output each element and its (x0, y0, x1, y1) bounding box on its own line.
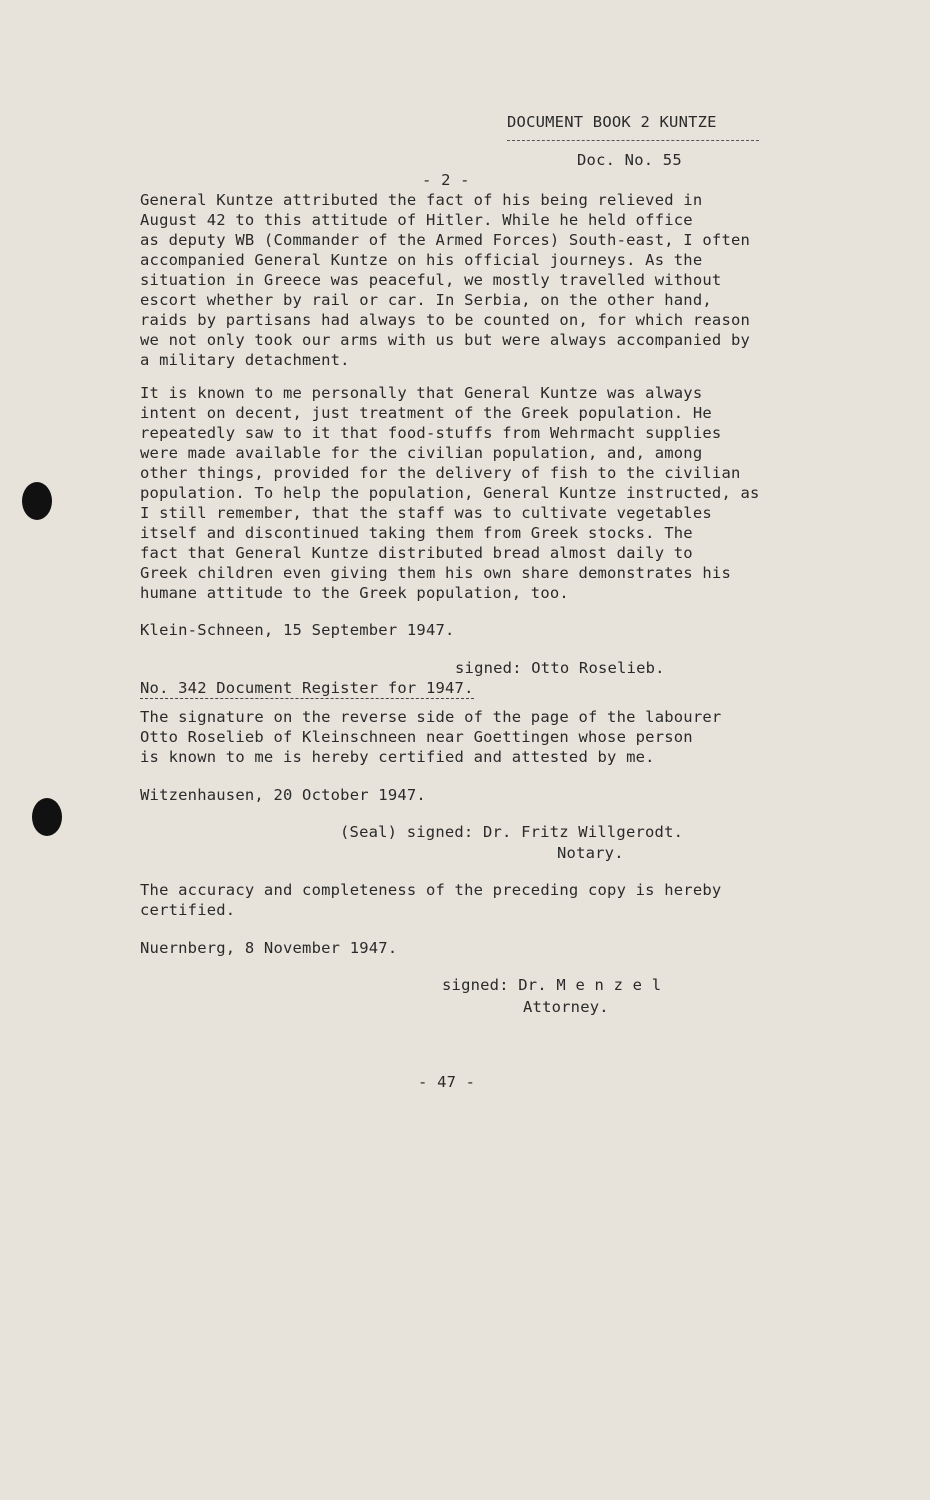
notary-title: Notary. (557, 844, 624, 862)
text-line: Otto Roselieb of Kleinschneen near Goettingen whose person (140, 728, 693, 746)
text-line: The signature on the reverse side of the page of the labourer (140, 708, 722, 726)
paragraph-2 (140, 383, 760, 603)
signature-menzel: signed: Dr. M e n z e l (442, 976, 662, 994)
text-line: intent on decent, just treatment of the Greek population. He (140, 404, 712, 422)
text-line: population. To help the population, General Kuntze instructed, as (140, 484, 760, 502)
text-line: other things, provided for the delivery of fish to the civilian (140, 464, 741, 482)
punch-hole-bottom (32, 798, 62, 836)
text-line: The accuracy and completeness of the preceding copy is hereby (140, 881, 722, 899)
paragraph-1 (140, 190, 750, 370)
doc-number: Doc. No. 55 (577, 151, 682, 169)
punch-hole-top (22, 482, 52, 520)
signature-roselieb: signed: Otto Roselieb. (455, 659, 665, 677)
text-line: a military detachment. (140, 351, 350, 369)
document-book-title: DOCUMENT BOOK 2 KUNTZE (507, 113, 717, 131)
document-register: No. 342 Document Register for 1947. (140, 679, 474, 697)
text-line: as deputy WB (Commander of the Armed Forces) South-east, I often (140, 231, 751, 249)
title-underline (507, 140, 759, 141)
text-line: General Kuntze attributed the fact of his being relieved in (140, 191, 703, 209)
text-line: August 42 to this attitude of Hitler. While he held office (140, 211, 693, 229)
text-line: I still remember, that the staff was to cultivate vegetables (140, 504, 712, 522)
text-line: It is known to me personally that General Kuntze was always (140, 384, 703, 402)
text-line: situation in Greece was peaceful, we mostly travelled without (140, 271, 722, 289)
text-line: itself and discontinued taking them from Greek stocks. The (140, 524, 693, 542)
page-marker: - 2 - (422, 171, 470, 189)
text-line: repeatedly saw to it that food-stuffs from Wehrmacht supplies (140, 424, 722, 442)
text-line: Greek children even giving them his own share demonstrates his (140, 564, 731, 582)
place-date-witzenhausen: Witzenhausen, 20 October 1947. (140, 786, 426, 804)
text-line: we not only took our arms with us but were always accompanied by (140, 331, 751, 349)
text-line: accompanied General Kuntze on his official journeys. As the (140, 251, 703, 269)
text-line: certified. (140, 901, 236, 919)
accuracy-paragraph (140, 880, 721, 920)
text-line: humane attitude to the Greek population, too. (140, 584, 569, 602)
signature-willgerodt: (Seal) signed: Dr. Fritz Willgerodt. (340, 823, 684, 841)
place-date-nuernberg: Nuernberg, 8 November 1947. (140, 939, 398, 957)
place-date-klein-schneen: Klein-Schneen, 15 September 1947. (140, 621, 455, 639)
attorney-title: Attorney. (523, 998, 609, 1016)
text-line: escort whether by rail or car. In Serbia, on the other hand, (140, 291, 712, 309)
page-number: - 47 - (418, 1073, 476, 1091)
text-line: fact that General Kuntze distributed bread almost daily to (140, 544, 693, 562)
text-line: is known to me is hereby certified and attested by me. (140, 748, 655, 766)
certification-paragraph (140, 707, 721, 767)
text-line: raids by partisans had always to be counted on, for which reason (140, 311, 751, 329)
text-line: were made available for the civilian population, and, among (140, 444, 703, 462)
